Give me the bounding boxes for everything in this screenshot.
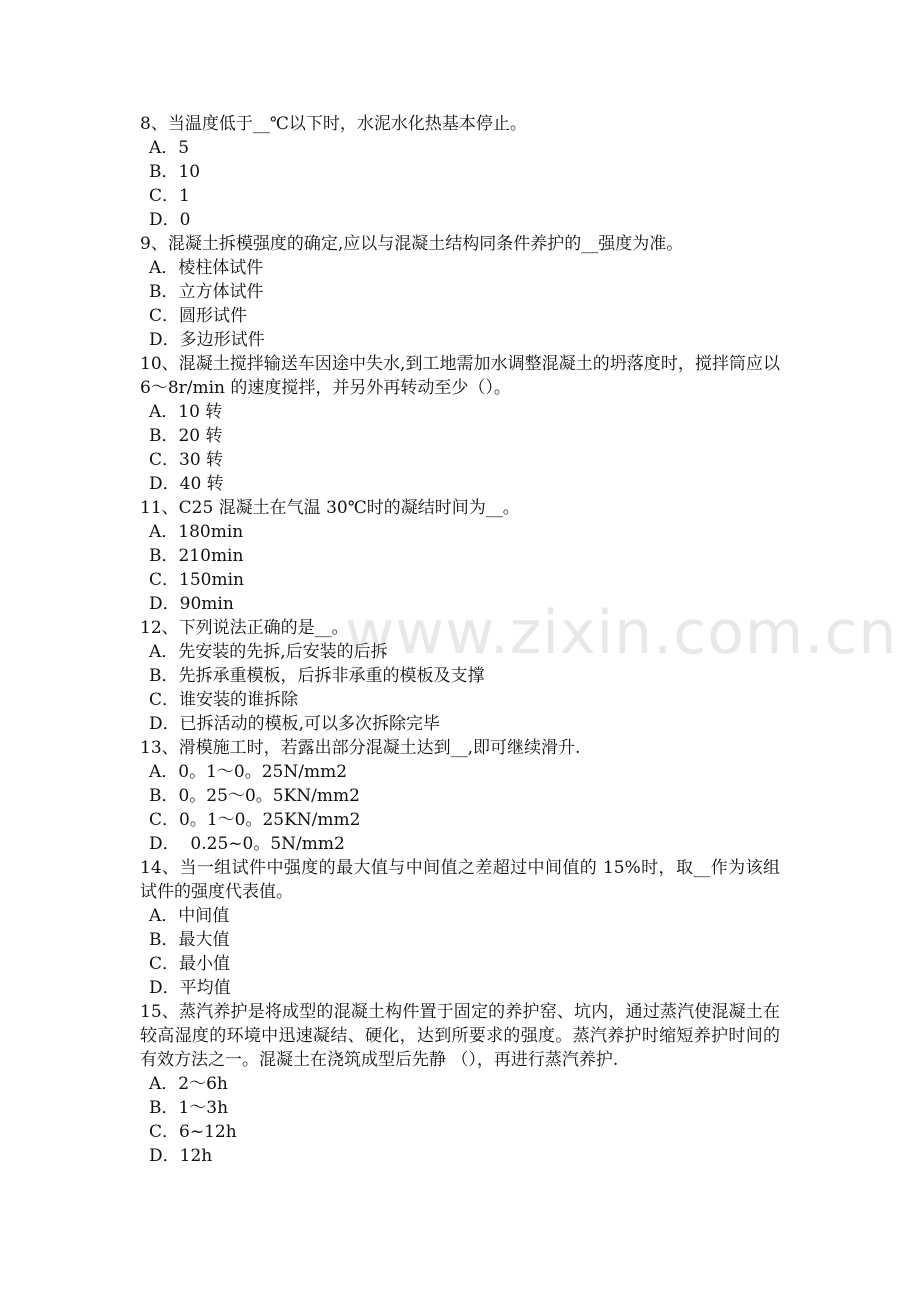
option-list <box>140 136 780 232</box>
option-b: B．立方体试件 <box>149 282 264 302</box>
question-15 <box>140 1000 780 1168</box>
option-list <box>140 760 780 856</box>
option-list <box>140 640 780 736</box>
option-d: D．多边形试件 <box>149 330 265 350</box>
question-stem: 13、滑模施工时，若露出部分混凝土达到__,即可继续滑升. <box>140 738 581 758</box>
question-stem: 9、混凝土拆模强度的确定,应以与混凝土结构同条件养护的__强度为准。 <box>140 234 684 254</box>
option-d: D．12h <box>149 1146 213 1166</box>
option-d: D．40 转 <box>149 474 224 494</box>
option-a: A．5 <box>149 138 190 158</box>
option-c: C．1 <box>149 186 190 206</box>
option-c: C．6~12h <box>149 1122 237 1142</box>
question-stem: 12、下列说法正确的是__。 <box>140 618 349 638</box>
option-list <box>140 1072 780 1168</box>
option-a: A．180min <box>149 522 244 542</box>
option-list <box>140 520 780 616</box>
option-list <box>140 904 780 1000</box>
option-b: B．0。25～0。5KN/mm2 <box>149 786 360 806</box>
option-a: A．中间值 <box>149 906 230 926</box>
document-page <box>140 112 780 1168</box>
option-b: B．10 <box>149 162 201 182</box>
question-12 <box>140 616 780 736</box>
option-a: A．0。1～0。25N/mm2 <box>149 762 348 782</box>
option-a: A．10 转 <box>149 402 223 422</box>
option-c: C．30 转 <box>149 450 224 470</box>
option-d: D． 0.25~0。5N/mm2 <box>149 834 345 854</box>
question-stem: 15、蒸汽养护是将成型的混凝土构件置于固定的养护窑、坑内，通过蒸汽使混凝土在较高湿度的环境中迅速凝结、硬化，达到所要求的强度。蒸汽养护时缩短养护时间的有效方法之一。混凝土在浇筑成型后先静 （），再进行蒸汽养护. <box>140 1002 780 1070</box>
option-list <box>140 400 780 496</box>
option-a: A．先安装的先拆,后安装的后拆 <box>149 642 388 662</box>
question-9 <box>140 232 780 352</box>
option-b: B．最大值 <box>149 930 230 950</box>
option-b: B．210min <box>149 546 244 566</box>
option-b: B．先拆承重模板，后拆非承重的模板及支撑 <box>149 666 485 686</box>
option-c: C．0。1～0。25KN/mm2 <box>149 810 361 830</box>
option-c: C．谁安装的谁拆除 <box>149 690 299 710</box>
question-stem: 14、当一组试件中强度的最大值与中间值之差超过中间值的 15%时，取__作为该组试件的强度代表值。 <box>140 858 780 902</box>
option-d: D．平均值 <box>149 978 231 998</box>
question-stem: 10、混凝土搅拌输送车因途中失水,到工地需加水调整混凝土的坍落度时，搅拌筒应以 6～8r/min 的速度搅拌，并另外再转动至少（）。 <box>140 354 780 398</box>
question-8 <box>140 112 780 232</box>
question-11 <box>140 496 780 616</box>
option-d: D．0 <box>149 210 191 230</box>
question-14 <box>140 856 780 1000</box>
question-stem: 11、C25 混凝土在气温 30℃时的凝结时间为__。 <box>140 498 520 518</box>
option-d: D．90min <box>149 594 234 614</box>
question-stem: 8、当温度低于__℃以下时，水泥水化热基本停止。 <box>140 114 527 134</box>
option-d: D．已拆活动的模板,可以多次拆除完毕 <box>149 714 441 734</box>
option-a: A．棱柱体试件 <box>149 258 264 278</box>
option-c: C．圆形试件 <box>149 306 248 326</box>
option-b: B．1～3h <box>149 1098 229 1118</box>
watermark-text: www.zixin.com.cn <box>345 598 898 668</box>
question-10 <box>140 352 780 496</box>
option-c: C．150min <box>149 570 244 590</box>
option-c: C．最小值 <box>149 954 231 974</box>
option-b: B．20 转 <box>149 426 223 446</box>
option-list <box>140 256 780 352</box>
option-a: A．2～6h <box>149 1074 228 1094</box>
question-13 <box>140 736 780 856</box>
